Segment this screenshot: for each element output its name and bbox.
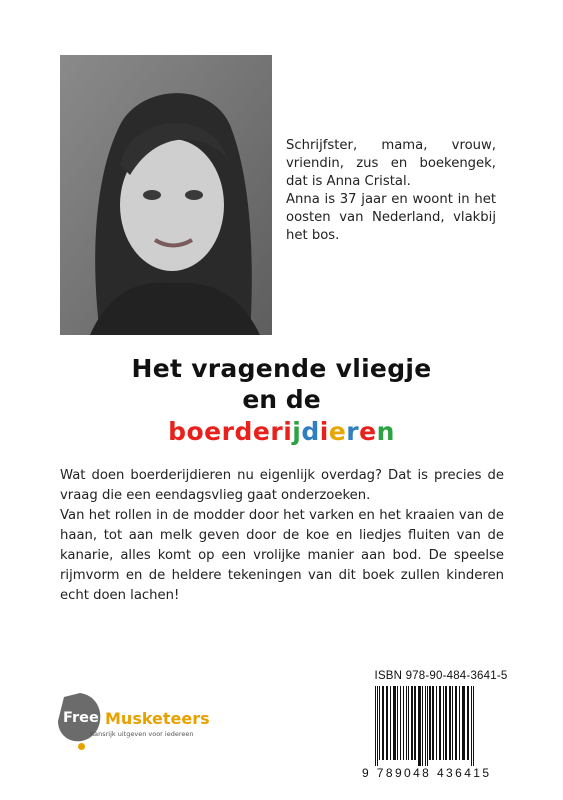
- bio-line-2: Anna is 37 jaar en woont in het oosten van Nederland, vlakbij het bos.: [286, 192, 496, 243]
- barcode-bar: [382, 686, 384, 760]
- barcode-bar: [432, 686, 434, 760]
- title-letter: i: [283, 417, 293, 446]
- barcode-bar: [375, 686, 376, 766]
- logo-tagline: Kansrijk uitgeven voor iedereen: [90, 730, 194, 738]
- barcode-bar: [429, 686, 431, 760]
- isbn-label: ISBN 978-90-484-3641-5: [374, 670, 508, 682]
- publisher-logo: [58, 693, 238, 758]
- barcode-bar: [414, 686, 416, 760]
- barcode-bar: [379, 686, 380, 760]
- barcode-bar: [462, 686, 465, 760]
- logo-dot-icon: [78, 743, 85, 750]
- title-letter: e: [328, 417, 347, 446]
- barcode-bar: [452, 686, 453, 760]
- barcode-bar: [406, 686, 407, 760]
- barcode-bar: [436, 686, 437, 760]
- barcode-bar: [467, 686, 469, 760]
- barcode-bar: [427, 686, 428, 766]
- title-letter: n: [376, 417, 395, 446]
- barcode-bar: [408, 686, 409, 760]
- title-letter: i: [319, 417, 329, 446]
- book-title-line-1: Het vragende vliegje: [131, 354, 432, 383]
- bio-line-1: Schrijfster, mama, vrouw, vriendin, zus en boekengek, dat is Anna Cristal.: [286, 138, 496, 189]
- title-letter: r: [270, 417, 284, 446]
- barcode-bar: [459, 686, 460, 760]
- barcode-bar: [403, 686, 404, 760]
- title-letter: r: [346, 417, 360, 446]
- barcode-bar: [445, 686, 447, 760]
- title-letter: d: [234, 417, 253, 446]
- barcode-bar: [390, 686, 391, 760]
- barcode-bar: [455, 686, 457, 760]
- author-photo: [60, 55, 272, 335]
- author-bio: [286, 137, 496, 245]
- barcode-bar: [425, 686, 426, 766]
- title-letter: d: [301, 417, 320, 446]
- barcode: [373, 686, 513, 766]
- barcode-bar: [377, 686, 378, 766]
- title-letter: e: [204, 417, 222, 446]
- barcode-bar: [471, 686, 472, 766]
- description-paragraph-2: Van het rollen in de modder door het varken en het kraaien van de haan, tot aan melk geven door de koe en liedjes fluiten van de kanarie, alles komt op een vrolijke manier aan bod. De speelse rijmvorm en de heldere tekeningen van dit boek zullen kinderen echt doen lachen!: [60, 508, 504, 603]
- barcode-bar: [443, 686, 444, 760]
- barcode-bar: [439, 686, 441, 760]
- barcode-bar: [393, 686, 396, 760]
- title-letter: o: [186, 417, 205, 446]
- logo-musketeers: Musketeers: [105, 709, 210, 728]
- book-title-line-2: en de: [242, 385, 321, 414]
- description-paragraph-1: Wat doen boerderijdieren nu eigenlijk overdag? Dat is precies de vraag die een eendagsvlieg gaat onderzoeken.: [60, 468, 504, 503]
- barcode-bar: [449, 686, 451, 760]
- title-letter: r: [221, 417, 235, 446]
- title-letter: e: [359, 417, 377, 446]
- title-letter: b: [168, 417, 187, 446]
- title-letter: j: [292, 417, 302, 446]
- book-description: [60, 466, 504, 606]
- barcode-bar: [400, 686, 401, 760]
- logo-free: Free: [63, 710, 99, 726]
- ean-number: 9 789048 436415: [362, 766, 492, 780]
- barcode-bar: [411, 686, 413, 760]
- barcode-bar: [397, 686, 398, 760]
- book-title-line-3: [0, 417, 563, 446]
- barcode-bar: [422, 686, 423, 766]
- barcode-bar: [386, 686, 388, 760]
- barcode-bar: [473, 686, 474, 766]
- barcode-bar: [418, 686, 421, 766]
- title-letter: e: [252, 417, 271, 446]
